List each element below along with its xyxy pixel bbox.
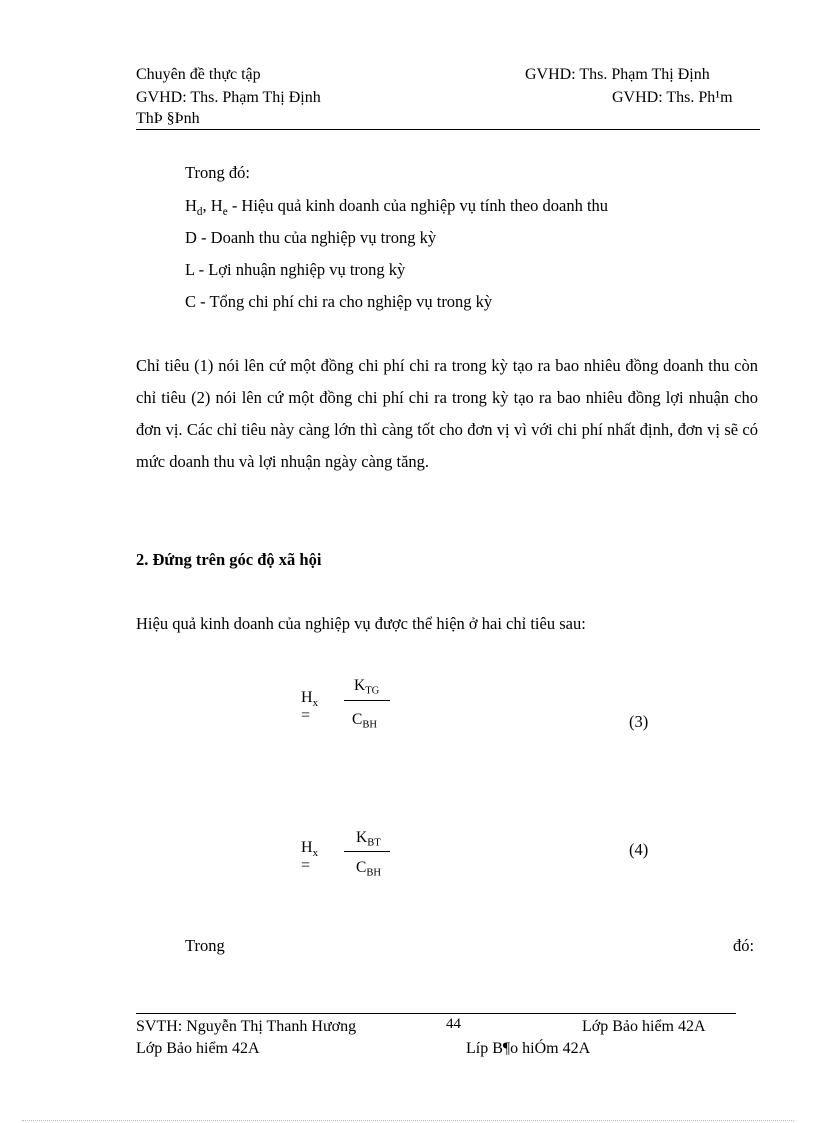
formula-4-lhs: $H_x$ = [301,839,318,874]
h-description: - Hiệu quả kinh doanh của nghiệp vụ tính theo doanh thu [227,196,609,215]
h-sub-d: d [196,205,203,218]
header-supervisor-garbled: GVHD: Ths. Ph¹m [612,89,733,106]
definitions-intro: Trong đó: [185,163,250,182]
footer-class-repeat: Lớp Bảo hiểm 42A [136,1040,260,1057]
definition-h [185,196,608,216]
trailing-text-right: đó: [733,936,755,955]
formula-3-denominator: $C_{BH}$ [352,711,377,731]
page-number: 44 [446,1016,461,1032]
h-separator: , H [202,196,223,215]
header-supervisor: GVHD: Ths. Phạm Thị Định [525,66,710,83]
footer-class-garbled: Líp B¶o hiÓm 42A [466,1040,591,1057]
footer-class: Lớp Bảo hiểm 42A [582,1018,706,1035]
trailing-text-left: Trong [185,936,225,955]
footer-rule [136,1013,736,1014]
formula-4-label: (4) [629,840,649,859]
formula-3-numerator: $K_{TG}$ [354,677,380,697]
page-bottom-dotted-border [22,1120,794,1121]
formula-3-label: (3) [629,712,649,731]
header-rule [136,129,760,130]
header-supervisor-repeat: GVHD: Ths. Phạm Thị Định [136,89,321,106]
indicators-intro: Hiệu quả kinh doanh của nghiệp vụ được thể hiện ở hai chỉ tiêu sau: [136,614,586,633]
formula-3-fraction-bar [344,700,390,701]
definition-d: D - Doanh thu của nghiệp vụ trong kỳ [185,228,437,247]
definition-c: C - Tổng chi phí chi ra cho nghiệp vụ trong kỳ [185,292,493,311]
h-sub-e: e [222,205,228,218]
header-garbled-name: ThÞ §Þnh [136,110,200,127]
h-symbol: H [185,196,197,215]
header-doc-title: Chuyên đề thực tập [136,66,261,83]
definition-l: L - Lợi nhuận nghiệp vụ trong kỳ [185,260,406,279]
formula-4-numerator: $K_{BT}$ [356,829,381,849]
section-heading: 2. Đứng trên góc độ xã hội [136,550,322,569]
footer-student: SVTH: Nguyễn Thị Thanh Hương [136,1018,357,1035]
explanation-paragraph: Chỉ tiêu (1) nói lên cứ một đồng chi phí chi ra trong kỳ tạo ra bao nhiêu đồng doanh thu còn chỉ tiêu (2) nói lên cứ một đồng chi phí chi ra trong kỳ tạo ra bao nhiêu đồng lợi nhuận cho đơn vị. Các chỉ tiêu này càng lớn thì càng tốt cho đơn vị vì với chi phí nhất định, đơn vị sẽ có mức doanh thu và lợi nhuận ngày càng tăng. [136,356,758,471]
formula-4-fraction-bar [344,851,390,852]
formula-4-denominator: $C_{BH}$ [356,859,381,879]
formula-3-lhs: $H_x$ = [301,689,318,724]
